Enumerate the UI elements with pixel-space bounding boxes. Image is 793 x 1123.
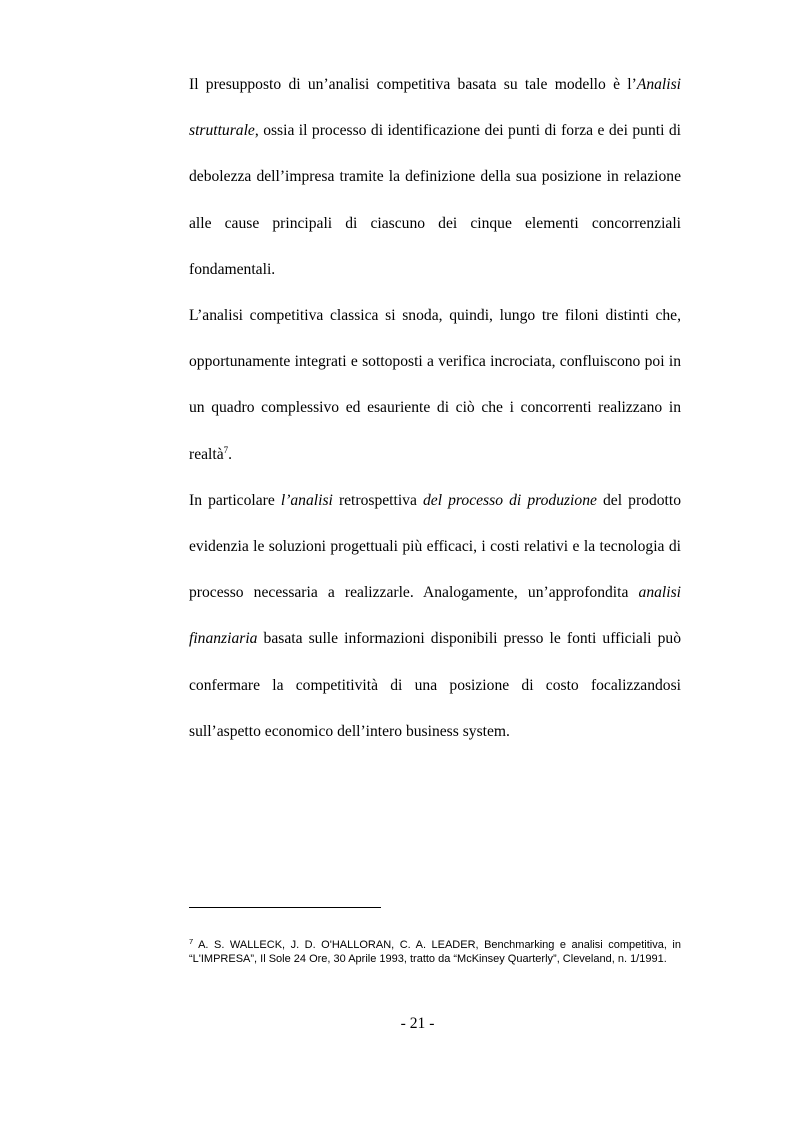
text-run: retrospettiva <box>332 491 423 509</box>
footnote-reference: 7 <box>223 444 229 455</box>
footnote-separator <box>189 907 381 908</box>
text-run: Il presupposto di un’analisi competitiva basata su tale modello è l’ <box>189 76 637 93</box>
text-run: basata sulle informazioni disponibili presso le fonti ufficiali può confermare la competitività di una posizione di costo focalizzandosi sull’aspetto economico dell’intero business system. <box>189 630 681 740</box>
italic-run: l’analisi <box>280 491 333 509</box>
text-run: L’analisi competitiva classica si snoda, quindi, lungo tre filoni distinti che, opportunamente integrati e sottoposti a verifica incrociata, confluiscono poi in un quadro complessivo ed esauriente di ciò che i concorrenti realizzano in realtà <box>189 307 681 463</box>
page-number: - 21 - <box>400 1015 435 1032</box>
footnote <box>189 938 681 967</box>
italic-run: del processo di produzione <box>422 491 597 509</box>
paragraph <box>189 293 681 478</box>
paragraph <box>189 62 681 293</box>
text-run: In particolare <box>189 491 281 509</box>
text-run: . <box>228 445 233 463</box>
footnote-number: 7 <box>189 937 194 946</box>
italic-run: analisi finanziaria <box>189 584 681 648</box>
italic-run: Analisi strutturale <box>189 76 681 140</box>
paragraph <box>189 478 681 755</box>
text-run: del prodotto evidenzia le soluzioni progettuali più efficaci, i costi relativi e la tecnologia di processo necessaria a realizzarle. Analogamente, un’approfondita <box>189 491 681 602</box>
footnote-text: A. S. WALLECK, J. D. O'HALLORAN, C. A. LEADER, Benchmarking e analisi competitiva, in “L'IMPRESA”, Il Sole 24 Ore, 30 Aprile 1993, tratto da “McKinsey Quarterly”, Cleveland, n. 1/1991. <box>189 939 681 966</box>
body-text <box>189 62 681 755</box>
text-run: , ossia il processo di identificazione dei punti di forza e dei punti di debolezza dell’impresa tramite la definizione della sua posizione in relazione alle cause principali di ciascuno dei cinque elementi concorrenziali fondamentali. <box>189 122 681 278</box>
